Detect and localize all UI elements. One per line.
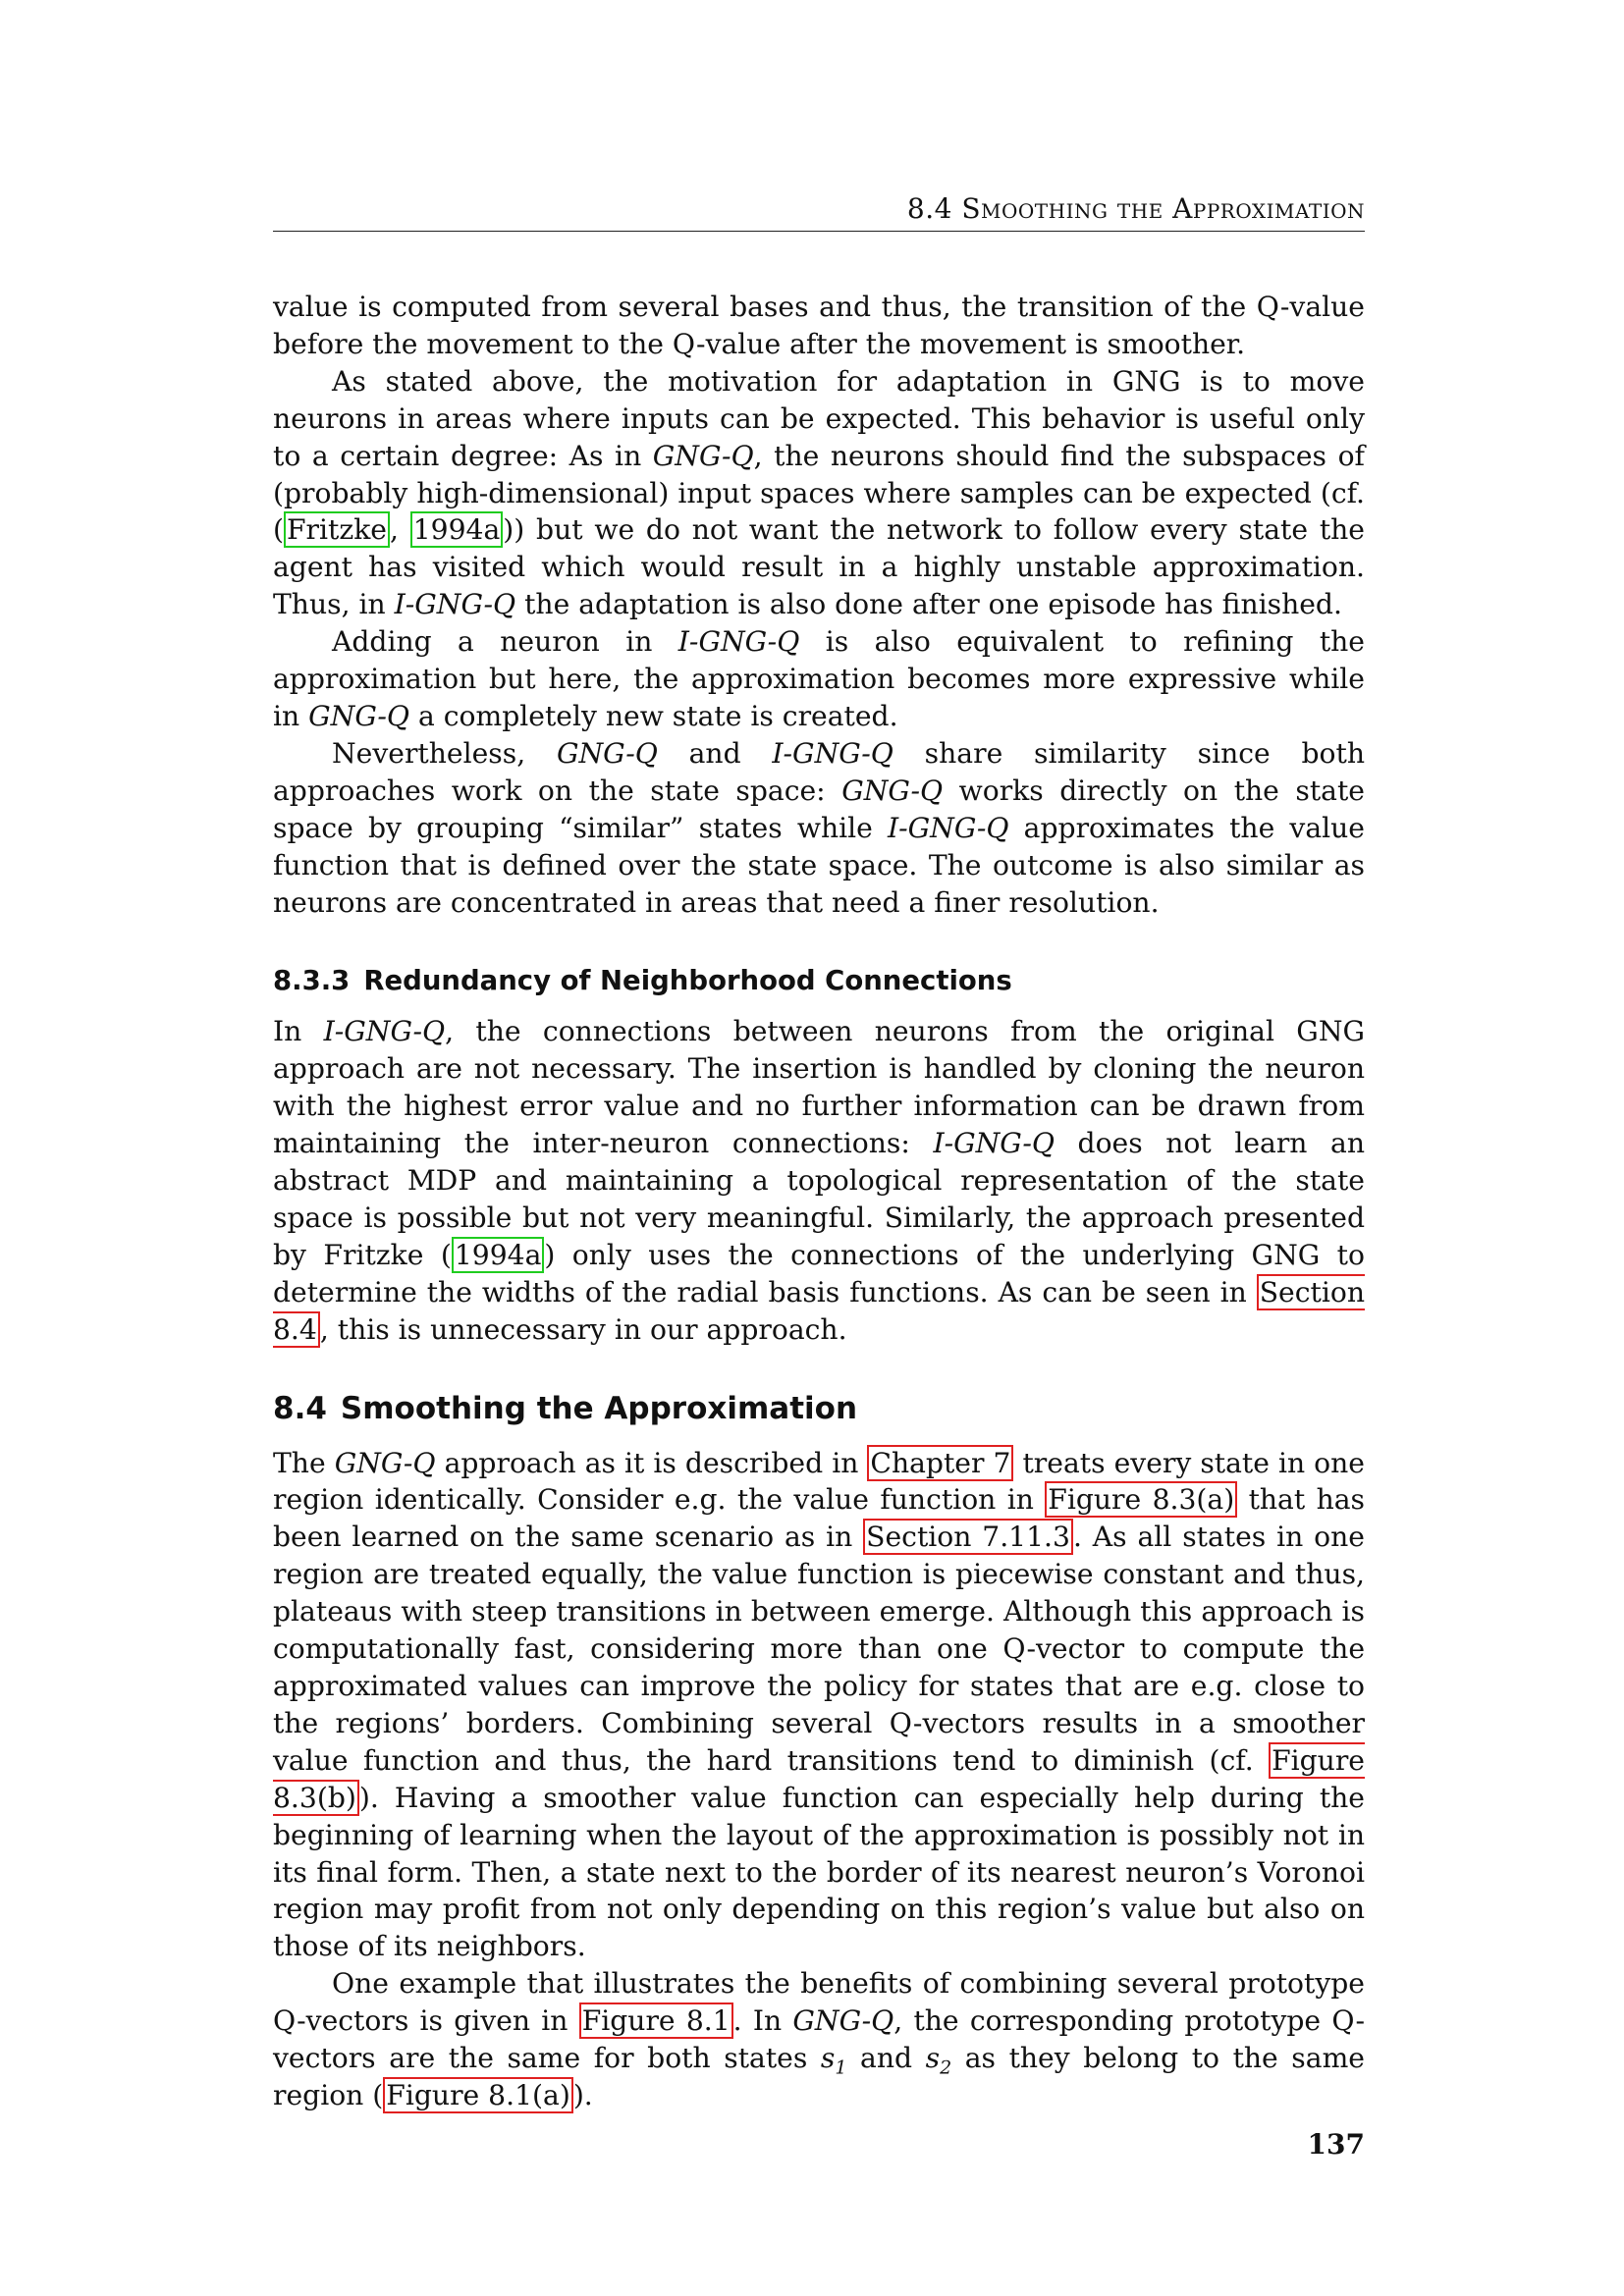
text: As stated above, the motivation for adaptation in GNG is to move neurons in areas where inputs can be expected. This behavior is useful only to a certain degree: As in	[273, 364, 1365, 472]
citation-link-1994a[interactable]: 1994a	[410, 511, 504, 548]
text: Adding a neuron in	[332, 625, 678, 659]
text: as they belong to the same region (	[273, 2042, 1365, 2111]
text: , this is unnecessary in our approach.	[319, 1312, 847, 1346]
math-symbol: s	[925, 2042, 941, 2075]
paragraph-5	[273, 1013, 1365, 1348]
text: is also equivalent to refining the approximation but here, the approximation becomes more expressive while in	[273, 625, 1365, 732]
math-subscript: 1	[835, 2056, 847, 2079]
ref-link-figure-8-3b[interactable]: Figure 8.3(b)	[273, 1743, 1365, 1814]
text: does not learn an abstract MDP and maintaining a topological representation of the state space is possible but not very meaningful. Similarly, the approach presented by Fritzke (	[273, 1127, 1365, 1271]
heading-title: Smoothing the Approximation	[340, 1390, 858, 1426]
emphasis: GNG-Q	[841, 774, 944, 807]
text: approximates the value function that is defined over the state space. The outcome is also similar as neurons are concentrated in areas that need a finer resolution.	[273, 811, 1365, 919]
text: . As all states in one region are treated equally, the value function is piecewise constant and thus, plateaus with steep transitions in between emerge. Although this approach is computationally fast, considering more than one Q-vector to compute the approximated values can improve the policy for states that are e.g. close to the regions’ borders. Combining several Q-vectors results in a smoother value function and thus, the hard transitions tend to diminish (cf.	[273, 1521, 1365, 1777]
text: Nevertheless,	[332, 736, 557, 770]
section-heading-8-4	[273, 1390, 1365, 1427]
emphasis: GNG-Q	[334, 1446, 436, 1479]
text: , the neurons should find the subspaces of (probably high-dimensional) input spaces where samples can be expected (cf. (	[273, 439, 1365, 547]
text: One example that illustrates the benefits of combining several prototype Q-vectors is given in	[273, 1967, 1365, 2038]
text: treats every state in one region identically. Consider e.g. the value function in	[273, 1446, 1365, 1517]
emphasis: I-GNG-Q	[394, 588, 516, 621]
text: ) only uses the connections of the underlying GNG to determine the widths of the radial basis functions. As can be seen in	[273, 1238, 1365, 1308]
math-s1	[820, 2042, 847, 2079]
text: The	[273, 1446, 335, 1479]
ref-link-figure-8-1[interactable]: Figure 8.1	[579, 2002, 733, 2039]
text: the adaptation is also done after one episode has finished.	[515, 588, 1342, 621]
emphasis: GNG-Q	[652, 439, 754, 472]
emphasis: GNG-Q	[792, 2004, 894, 2038]
paragraph-3	[273, 623, 1365, 735]
math-s2	[925, 2042, 952, 2079]
math-symbol: s	[820, 2042, 836, 2075]
heading-title: Redundancy of Neighborhood Connections	[363, 965, 1012, 997]
emphasis: GNG-Q	[556, 736, 658, 770]
ref-link-section-7-11-3[interactable]: Section 7.11.3	[863, 1519, 1073, 1555]
heading-number: 8.3.3	[273, 965, 351, 997]
text: and	[657, 736, 773, 770]
text: , the corresponding prototype Q-vectors are the same for both states	[273, 2004, 1365, 2075]
citation-link-1994a[interactable]: 1994a	[452, 1237, 545, 1273]
text: a completely new state is created.	[409, 699, 898, 732]
citation-link-fritzke[interactable]: Fritzke	[284, 511, 390, 548]
math-subscript: 2	[940, 2056, 952, 2079]
paragraph-4	[273, 735, 1365, 922]
text: . In	[732, 2004, 793, 2038]
ref-link-figure-8-1a[interactable]: Figure 8.1(a)	[383, 2077, 573, 2113]
text: approach as it is described in	[435, 1446, 868, 1479]
text: ).	[572, 2078, 593, 2111]
text: works directly on the state space by grouping “similar” states while	[273, 774, 1365, 844]
emphasis: I-GNG-Q	[323, 1015, 446, 1048]
emphasis: I-GNG-Q	[933, 1127, 1055, 1160]
ref-link-chapter-7[interactable]: Chapter 7	[867, 1445, 1013, 1481]
text: ,	[390, 513, 410, 547]
text: value is computed from several bases and thus, the transition of the Q-value before the movement to the Q-value after the movement is smoother.	[273, 291, 1365, 360]
emphasis: GNG-Q	[308, 699, 409, 732]
main-text	[273, 289, 1365, 2114]
paragraph-7	[273, 1965, 1365, 2114]
subsection-heading-8-3-3	[273, 962, 1365, 999]
emphasis: I-GNG-Q	[772, 736, 893, 770]
text: , the connections between neurons from the original GNG approach are not necessary. The insertion is handled by cloning the neuron with the highest error value and no further information can be drawn from maintaining the inter-neuron connections:	[273, 1015, 1366, 1160]
running-head: 8.4 Smoothing the Approximation	[906, 192, 1365, 225]
text: share similarity since both approaches work on the state space:	[273, 736, 1365, 807]
text: that has been learned on the same scenario as in	[273, 1483, 1365, 1554]
ref-link-section-8-4[interactable]: Section 8.4	[273, 1275, 1365, 1346]
text: )) but we do not want the network to follow every state the agent has visited which would result in a highly unstable approximation. Thus, in	[273, 513, 1365, 621]
emphasis: I-GNG-Q	[888, 811, 1009, 844]
header-rule	[273, 231, 1365, 232]
paragraph-2	[273, 363, 1365, 623]
emphasis: I-GNG-Q	[677, 625, 800, 659]
paragraph-6	[273, 1445, 1365, 1966]
text: In	[273, 1015, 324, 1048]
paragraph-1	[273, 289, 1365, 363]
text: and	[846, 2042, 926, 2075]
heading-number: 8.4	[273, 1390, 327, 1426]
ref-link-figure-8-3a[interactable]: Figure 8.3(a)	[1045, 1481, 1237, 1518]
page-number: 137	[1307, 2128, 1365, 2161]
text: ). Having a smoother value function can especially help during the beginning of learning when the layout of the approximation is possibly not in its final form. Then, a state next to the border of its nearest neuron’s Voronoi region may profit from not only depending on this region’s value but also on those of its neighbors.	[273, 1781, 1365, 1963]
